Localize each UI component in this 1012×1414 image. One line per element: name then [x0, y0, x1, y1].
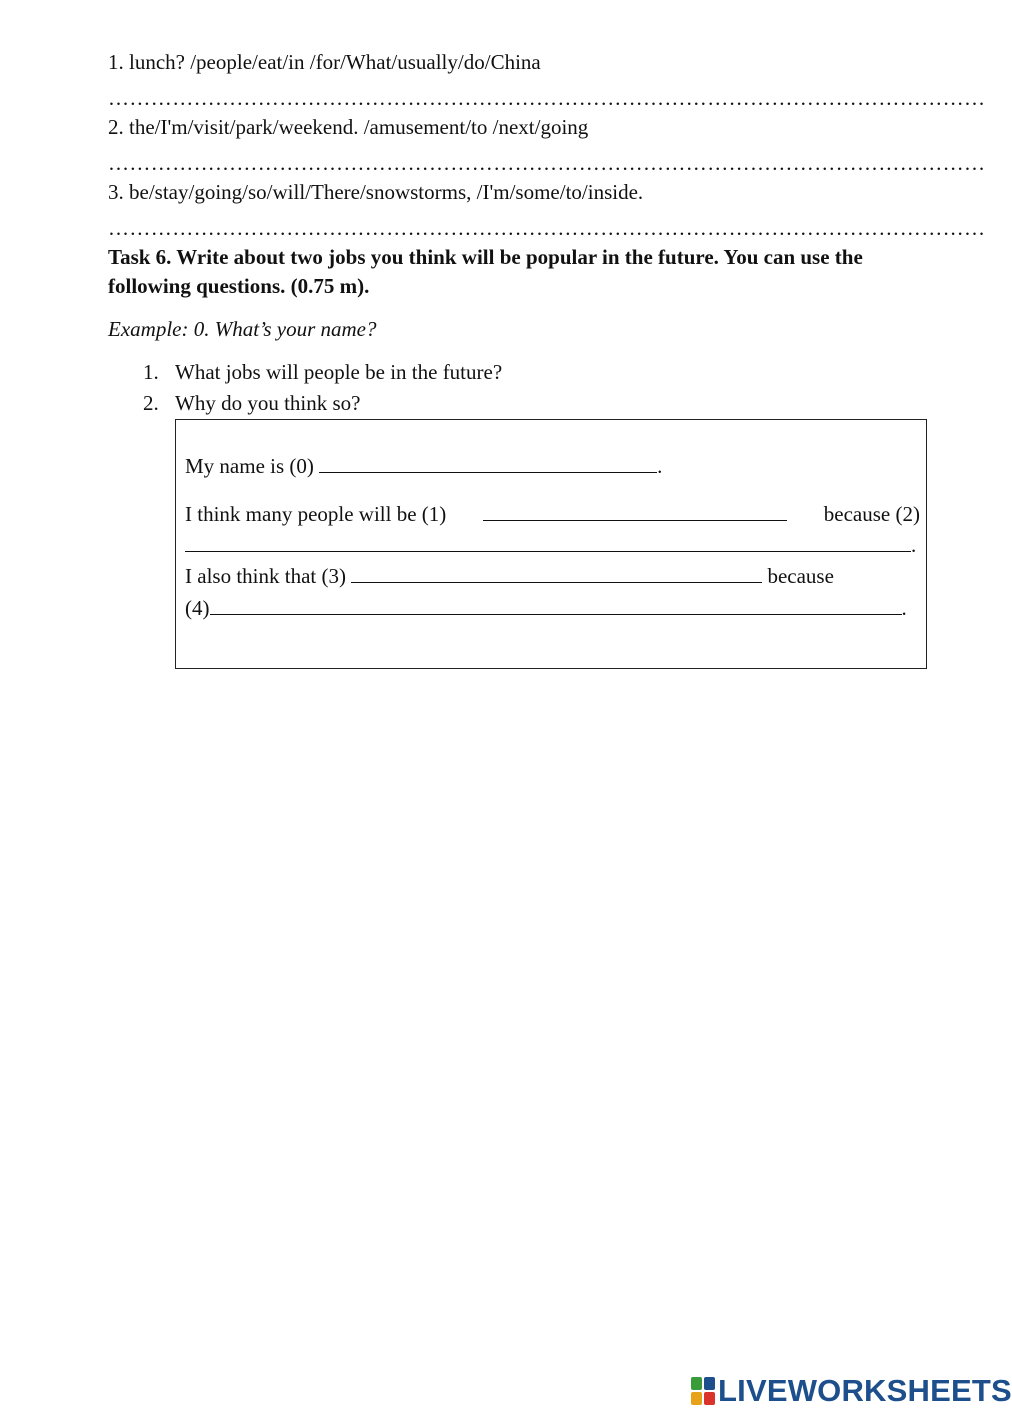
guide-question-text: Why do you think so?: [175, 391, 361, 415]
guide-question-2: [143, 390, 360, 416]
answer-line-1[interactable]: ……………………………………………………………………………………………………………: [108, 86, 986, 110]
writing-prefix-4: (4): [185, 596, 210, 620]
exercise-item-2: 2. the/I'm/visit/park/weekend. /amusement/to /next/going: [108, 115, 589, 139]
logo-tile-1: [691, 1377, 702, 1390]
writing-prefix-0: My name is (0): [185, 454, 320, 478]
liveworksheets-logo-icon: [691, 1377, 715, 1405]
writing-suffix-2: .: [911, 533, 917, 557]
blank-2[interactable]: [185, 532, 911, 552]
writing-suffix-4: .: [901, 596, 907, 620]
task-6-example: Example: 0. What’s your name?: [108, 317, 377, 341]
guide-question-text: What jobs will people be in the future?: [175, 360, 503, 384]
answer-line-2[interactable]: ……………………………………………………………………………………………………………: [108, 151, 986, 175]
logo-tile-3: [691, 1392, 702, 1405]
blank-4[interactable]: [210, 595, 902, 615]
writing-line-3: [185, 563, 834, 589]
blank-1[interactable]: [483, 501, 787, 521]
writing-line-4: [185, 595, 907, 621]
blank-0[interactable]: [319, 453, 657, 473]
answer-line-3[interactable]: ……………………………………………………………………………………………………………: [108, 216, 986, 240]
writing-prefix-3: I also think that (3): [185, 564, 352, 588]
exercise-item-3: 3. be/stay/going/so/will/There/snowstorms, /I'm/some/to/inside.: [108, 180, 644, 204]
exercise-item-1: 1. lunch? /people/eat/in /for/What/usually/do/China: [108, 50, 541, 74]
liveworksheets-logo-text: LIVEWORKSHEETS: [718, 1373, 1012, 1408]
writing-line-2: [185, 532, 916, 558]
liveworksheets-logo: [691, 1373, 1012, 1409]
writing-line-0: [185, 453, 662, 479]
writing-suffix-0: .: [657, 454, 663, 478]
guide-question-1: [143, 359, 502, 385]
writing-box: [175, 419, 927, 669]
writing-text-1a: I think many people will be (1): [185, 502, 447, 526]
writing-suffix-3: because: [762, 564, 834, 588]
writing-line-1: [185, 501, 920, 527]
guide-question-number: 2.: [143, 391, 159, 415]
logo-tile-2: [704, 1377, 715, 1390]
writing-text-1b: because (2): [823, 502, 920, 526]
task-6-title: Task 6. Write about two jobs you think will be popular in the future. You can use the following questions. (0.75 m).: [108, 245, 863, 298]
blank-3[interactable]: [351, 563, 762, 583]
guide-question-number: 1.: [143, 360, 159, 384]
logo-tile-4: [704, 1392, 715, 1405]
